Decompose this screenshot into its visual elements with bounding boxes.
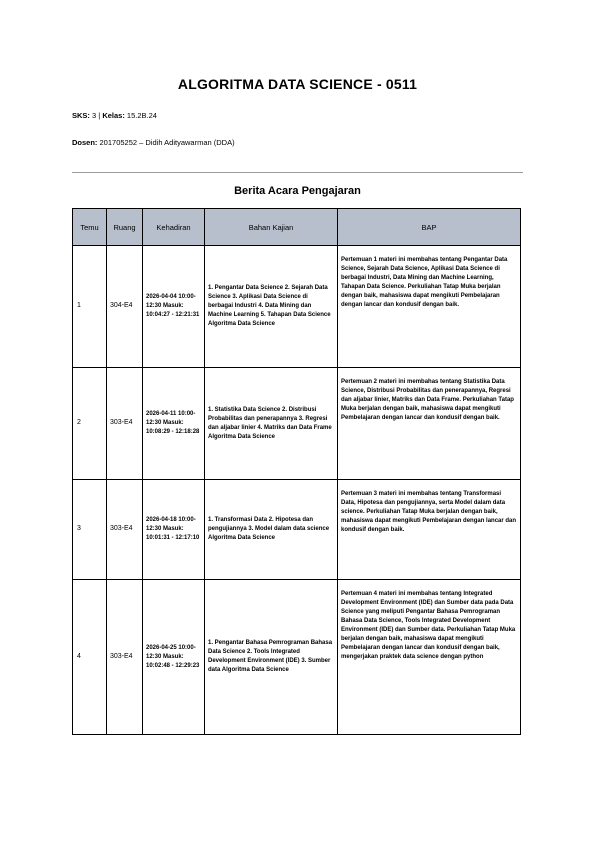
- cell-ruang: 303-E4: [107, 368, 143, 480]
- dosen-label: Dosen:: [72, 138, 98, 147]
- cell-kehadiran: 2026-04-18 10:00-12:30 Masuk: 10:01:31 - 12:17:10: [143, 480, 205, 580]
- table-row: [73, 480, 521, 580]
- bap-table: [72, 208, 521, 735]
- section-title: Berita Acara Pengajaran: [234, 185, 361, 197]
- table-row: [73, 368, 521, 480]
- header-bap: BAP: [338, 209, 521, 246]
- cell-bahan-kajian: 1. Transformasi Data 2. Hipotesa dan pengujiannya 3. Model dalam data science Algoritma Data Science: [205, 480, 338, 580]
- cell-bap: Pertemuan 3 materi ini membahas tentang Transformasi Data, Hipotesa dan pengujiannya, serta Model dalam data science. Perkuliahan Tatap Muka berjalan dengan baik, mahasiswa dapat mengikuti Pembelajaran dengan lancar dan kondusif dengan baik.: [338, 480, 521, 580]
- cell-temu: 2: [73, 368, 107, 480]
- header-bahan-kajian: Bahan Kajian: [205, 209, 338, 246]
- table-row: [73, 580, 521, 735]
- cell-temu: 1: [73, 246, 107, 368]
- header-kehadiran: Kehadiran: [143, 209, 205, 246]
- cell-bap: Pertemuan 2 materi ini membahas tentang Statistika Data Science, Distribusi Probabilitas dan penerapannya, Regresi dan aljabar linier, Matriks dan Data Frame. Perkuliahan Tatap Muka berjalan dengan baik, mahasiswa dapat mengikuti Pembelajaran dengan lancar dan kondusif dengan baik.: [338, 368, 521, 480]
- course-info: [72, 111, 157, 120]
- cell-temu: 3: [73, 480, 107, 580]
- sks-value: 3 |: [92, 111, 101, 120]
- page-title: ALGORITMA DATA SCIENCE - 0511: [177, 76, 418, 92]
- cell-bahan-kajian: 1. Pengantar Bahasa Pemrograman Bahasa Data Science 2. Tools Integrated Development Environment (IDE) 3. Sumber data Algoritma Data Science: [205, 580, 338, 735]
- cell-kehadiran: 2026-04-11 10:00-12:30 Masuk: 10:08:29 - 12:18:28: [143, 368, 205, 480]
- cell-bap: Pertemuan 1 materi ini membahas tentang Pengantar Data Science, Sejarah Data Science, Aplikasi Data Science di berbagai Industri, Data Mining dan Machine Learning, Tahapan Data Science. Perkuliahan Tatap Muka berjalan dengan baik, mahasiswa dapat mengikuti Pembelajaran dengan lancar dan kondusif dengan baik.: [338, 246, 521, 368]
- cell-bahan-kajian: 1. Statistika Data Science 2. Distribusi Probabilitas dan penerapannya 3. Regresi dan aljabar linier 4. Matriks dan Data Frame Algoritma Data Science: [205, 368, 338, 480]
- kelas-value: 15.2B.24: [126, 111, 157, 120]
- cell-bap: Pertemuan 4 materi ini membahas tentang Integrated Development Environment (IDE) dan Sumber data pada Data Science yang meliputi Pengantar Bahasa Pemrograman Bahasa Data Science, Tools Integrated Development Environment (IDE) dan Sumber data. Perkuliahan Tatap Muka berjalan dengan baik, mahasiswa dapat mengikuti Pembelajaran dengan lancar dan kondusif dengan baik, mengerjakan praktek data science dengan python: [338, 580, 521, 735]
- cell-kehadiran: 2026-04-04 10:00-12:30 Masuk: 10:04:27 - 12:21:31: [143, 246, 205, 368]
- dosen-value: 201705252 – Didih Adityawarman (DDA): [99, 138, 235, 147]
- table-header-row: [73, 209, 521, 246]
- cell-temu: 4: [73, 580, 107, 735]
- cell-ruang: 304-E4: [107, 246, 143, 368]
- cell-ruang: 303-E4: [107, 480, 143, 580]
- sks-label: SKS:: [72, 111, 90, 120]
- divider: [72, 172, 523, 173]
- lecturer-info: [72, 138, 235, 147]
- table-row: [73, 246, 521, 368]
- kelas-label: Kelas:: [102, 111, 125, 120]
- cell-kehadiran: 2026-04-25 10:00-12:30 Masuk: 10:02:48 - 12:29:23: [143, 580, 205, 735]
- cell-ruang: 303-E4: [107, 580, 143, 735]
- cell-bahan-kajian: 1. Pengantar Data Science 2. Sejarah Data Science 3. Aplikasi Data Science di berbagai Industri 4. Data Mining dan Machine Learning 5. Tahapan Data Science Algoritma Data Science: [205, 246, 338, 368]
- header-temu: Temu: [73, 209, 107, 246]
- header-ruang: Ruang: [107, 209, 143, 246]
